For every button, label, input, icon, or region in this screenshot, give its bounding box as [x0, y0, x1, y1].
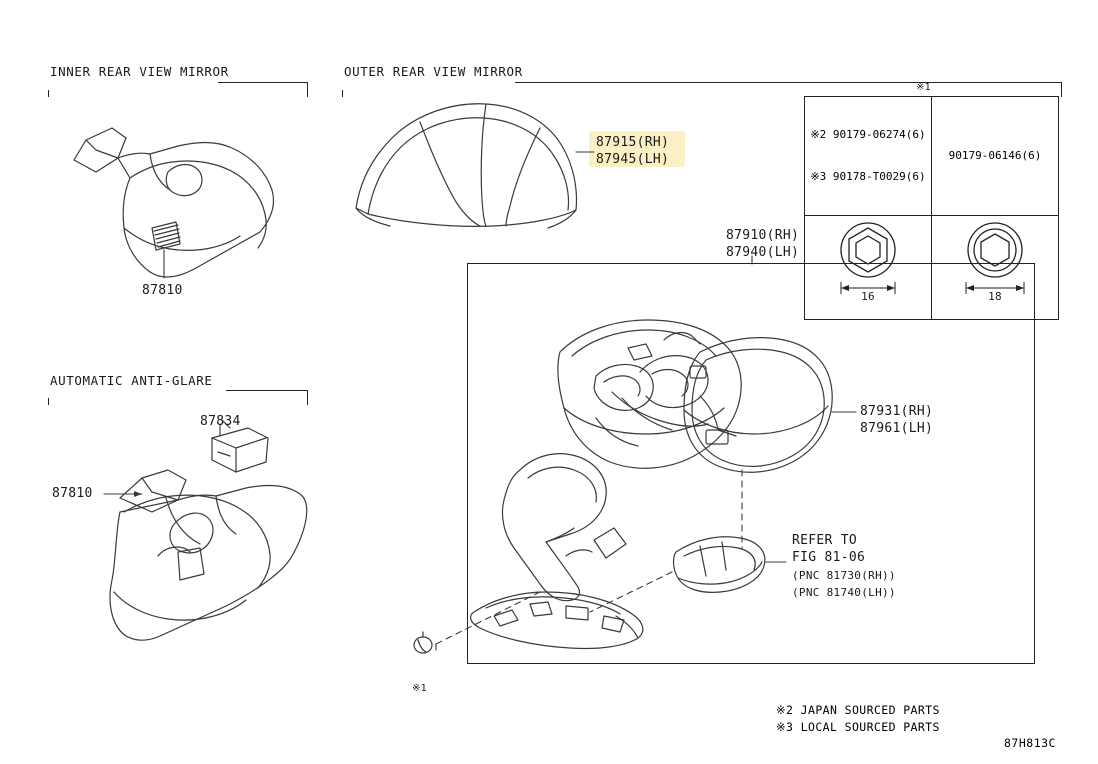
label-antiglare-cover-pn: 87834: [200, 414, 241, 429]
label-mirror-cover-rh: 87915(RH): [596, 135, 670, 150]
footnote-local-sourced: ※3 LOCAL SOURCED PARTS: [776, 720, 940, 734]
nut-table-header-row: [805, 97, 1059, 216]
label-refer-to-line1: REFER TO: [792, 533, 858, 548]
label-refer-to-line3: (PNC 81730(RH)): [792, 569, 896, 582]
nut-table-image-row: [805, 216, 1059, 320]
outer-mirror-cover-drawing: [356, 104, 594, 228]
antiglare-drawing: [104, 420, 307, 640]
nut-right-cell: [932, 216, 1059, 320]
nut-right-dimension: 18: [988, 290, 1002, 303]
label-mirror-cover-lh: 87945(LH): [596, 152, 670, 167]
label-refer-to-line2: FIG 81-06: [792, 550, 866, 565]
section-title-inner: INNER REAR VIEW MIRROR: [50, 64, 229, 79]
label-inner-mirror-pn: 87810: [142, 283, 183, 298]
nut-left-header-line2: ※3 90178-T0029(6): [810, 170, 926, 183]
nut-table-left-header: [805, 97, 932, 216]
nut-left-cell: [805, 216, 932, 320]
nut-table-mark: ※1: [916, 82, 931, 93]
label-mirror-glass-lh: 87961(LH): [860, 421, 934, 436]
label-screw-mark: ※1: [412, 683, 427, 694]
label-mirror-assy-rh: 87910(RH): [726, 228, 800, 243]
nut-table-right-header: 90179-06146(6): [932, 97, 1059, 216]
footnote-japan-sourced: ※2 JAPAN SOURCED PARTS: [776, 703, 940, 717]
label-refer-to-line4: (PNC 81740(LH)): [792, 586, 896, 599]
outer-mirror-detail-panel: [467, 263, 1035, 664]
nut-left-dimension: 16: [861, 290, 875, 303]
label-mirror-assy-lh: 87940(LH): [726, 245, 800, 260]
nut-reference-table: [804, 96, 1059, 320]
label-mirror-glass-rh: 87931(RH): [860, 404, 934, 419]
section-title-antiglare: AUTOMATIC ANTI-GLARE: [50, 373, 213, 388]
drawing-code: 87H813C: [1004, 736, 1056, 750]
section-title-outer: OUTER REAR VIEW MIRROR: [344, 64, 523, 79]
nut-left-header-line1: ※2 90179-06274(6): [810, 128, 926, 141]
inner-mirror-drawing: [74, 128, 274, 278]
label-antiglare-mirror-pn: 87810: [52, 486, 93, 501]
screw-symbol: [414, 632, 432, 653]
